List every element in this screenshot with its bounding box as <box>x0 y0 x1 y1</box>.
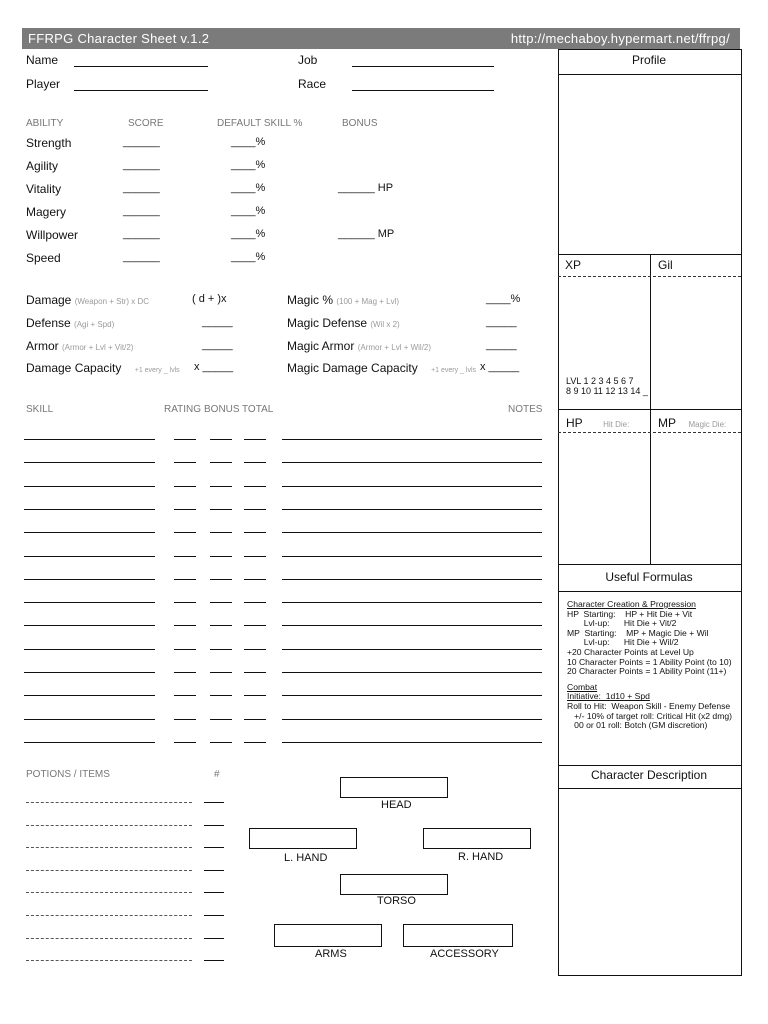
skill-total-field[interactable] <box>244 532 266 533</box>
item-count-field[interactable] <box>204 938 224 939</box>
magic-armor-label: Magic Armor <box>287 339 355 353</box>
magic-pct-value[interactable]: ____% <box>486 293 521 305</box>
profile-divider <box>558 74 741 75</box>
job-field[interactable] <box>352 66 494 67</box>
formulas-list <box>567 600 732 731</box>
skill-rating-field[interactable] <box>174 719 196 720</box>
magic-def-value[interactable]: _____ <box>486 316 517 328</box>
skill-name-field[interactable] <box>24 486 155 487</box>
description-divider <box>558 788 741 789</box>
formula-line: 10 Character Points = 1 Ability Point (to 10) <box>567 656 732 667</box>
description-title: Character Description <box>590 768 708 782</box>
race-label: Race <box>298 77 327 91</box>
skill-name-field[interactable] <box>24 742 155 743</box>
skill-bonus-field[interactable] <box>210 579 232 580</box>
skill-notes-field[interactable] <box>282 486 542 487</box>
defense-formula: (Agi + Spd) <box>74 320 115 329</box>
item-count-field[interactable] <box>204 870 224 871</box>
skill-total-field[interactable] <box>244 509 266 510</box>
skill-notes-field[interactable] <box>282 556 542 557</box>
total-header: TOTAL <box>242 404 274 415</box>
item-count-field[interactable] <box>204 915 224 916</box>
formula-line: Lvl-up: Hit Die + Vit/2 <box>567 618 677 629</box>
sheet-title: FFRPG Character Sheet v.1.2 <box>28 31 210 46</box>
skill-rating-field[interactable] <box>174 532 196 533</box>
skill-rating-field[interactable] <box>174 695 196 696</box>
skill-name-field[interactable] <box>24 532 155 533</box>
magic-def-formula: (Wil x 2) <box>370 320 400 329</box>
ability-name: Strength <box>26 136 72 150</box>
skill-rating-field[interactable] <box>174 649 196 650</box>
lvl-line-2: 8 9 10 11 12 13 14 _ <box>566 386 648 396</box>
ability-default-pct-field[interactable]: ____% <box>231 251 266 263</box>
skill-total-field[interactable] <box>244 625 266 626</box>
formula-line: +20 Character Points at Level Up <box>567 646 694 657</box>
bonus-header: BONUS <box>342 118 378 129</box>
ability-score-field[interactable]: ______ <box>123 136 160 148</box>
player-label: Player <box>26 77 61 91</box>
torso-label: TORSO <box>377 895 416 907</box>
ability-header: ABILITY <box>26 118 64 129</box>
damage-value[interactable]: ( d + )x <box>192 293 227 305</box>
left-hand-slot[interactable] <box>249 828 357 849</box>
skill-notes-field[interactable] <box>282 509 542 510</box>
ability-default-pct-field[interactable]: ____% <box>231 136 266 148</box>
dc-label: Damage Capacity <box>26 361 122 375</box>
skill-name-field[interactable] <box>24 672 155 673</box>
skill-notes-field[interactable] <box>282 532 542 533</box>
mp-label: MP <box>658 416 676 430</box>
skill-rating-field[interactable] <box>174 439 196 440</box>
item-name-field[interactable] <box>26 938 192 939</box>
head-label: HEAD <box>381 799 412 811</box>
ability-default-pct-field[interactable]: ____% <box>231 159 266 171</box>
skill-bonus-field[interactable] <box>210 509 232 510</box>
skill-rating-field[interactable] <box>174 672 196 673</box>
right-hand-label: R. HAND <box>458 851 504 863</box>
skill-bonus-field[interactable] <box>210 462 232 463</box>
items-header: POTIONS / ITEMS <box>26 769 110 780</box>
skill-total-field[interactable] <box>244 649 266 650</box>
magic-die-label: Magic Die: <box>688 420 727 429</box>
ability-default-pct-field[interactable]: ____% <box>231 205 266 217</box>
skill-notes-field[interactable] <box>282 695 542 696</box>
skill-bonus-field[interactable] <box>210 486 232 487</box>
item-name-field[interactable] <box>26 847 192 848</box>
armor-label: Armor <box>26 339 59 353</box>
job-label: Job <box>298 53 318 67</box>
notes-header: NOTES <box>508 404 543 415</box>
ability-name: Magery <box>26 205 67 219</box>
accessory-slot[interactable] <box>403 924 513 947</box>
skill-total-field[interactable] <box>244 439 266 440</box>
defense-label: Defense <box>26 316 71 330</box>
skill-total-field[interactable] <box>244 579 266 580</box>
skill-name-field[interactable] <box>24 625 155 626</box>
defense-value[interactable]: _____ <box>202 316 233 328</box>
formula-line: MP Starting: MP + Magic Die + Wil <box>567 627 709 638</box>
item-name-field[interactable] <box>26 825 192 826</box>
skill-name-field[interactable] <box>24 462 155 463</box>
name-label: Name <box>26 53 59 67</box>
ability-score-field[interactable]: ______ <box>123 251 160 263</box>
hp-label: HP <box>566 416 583 430</box>
defense-row <box>26 316 114 330</box>
skill-bonus-field[interactable] <box>210 695 232 696</box>
damage-row <box>26 293 149 307</box>
mdc-label: Magic Damage Capacity <box>287 361 418 375</box>
item-count-field[interactable] <box>204 892 224 893</box>
head-slot[interactable] <box>340 777 448 798</box>
item-count-field[interactable] <box>204 802 224 803</box>
skill-name-field[interactable] <box>24 509 155 510</box>
damage-formula: (Weapon + Str) x DC <box>74 297 150 306</box>
skill-total-field[interactable] <box>244 556 266 557</box>
armor-value[interactable]: _____ <box>202 339 233 351</box>
formula-line: Roll to Hit: Weapon Skill - Enemy Defense <box>567 700 731 711</box>
skill-notes-field[interactable] <box>282 672 542 673</box>
armor-row <box>26 339 133 353</box>
item-name-field[interactable] <box>26 960 192 961</box>
arms-label: ARMS <box>315 948 347 960</box>
skill-bonus-field[interactable] <box>210 742 232 743</box>
formula-line: +/- 10% of target roll: Critical Hit (x2 dmg) <box>567 710 733 721</box>
item-count-field[interactable] <box>204 960 224 961</box>
skill-total-field[interactable] <box>244 486 266 487</box>
damage-label: Damage <box>26 293 72 307</box>
item-name-field[interactable] <box>26 802 192 803</box>
ability-score-field[interactable]: ______ <box>123 228 160 240</box>
skill-rating-field[interactable] <box>174 509 196 510</box>
mdc-formula: +1 every _ lvls <box>431 367 477 374</box>
skill-notes-field[interactable] <box>282 649 542 650</box>
dc-row <box>26 361 180 375</box>
magic-def-label: Magic Defense <box>287 316 368 330</box>
ability-name: Willpower <box>26 228 79 242</box>
skill-bonus-field[interactable] <box>210 602 232 603</box>
item-count-field[interactable] <box>204 825 224 826</box>
name-field[interactable] <box>74 66 208 67</box>
skill-bonus-header: BONUS <box>204 404 240 415</box>
formula-line: Combat <box>567 681 598 692</box>
mdc-row <box>287 361 476 375</box>
items-count-header: # <box>214 769 220 780</box>
profile-title: Profile <box>631 53 666 67</box>
skill-name-field[interactable] <box>24 579 155 580</box>
magic-armor-formula: (Armor + Lvl + Wil/2) <box>357 343 432 352</box>
skill-bonus-field[interactable] <box>210 439 232 440</box>
skill-bonus-field[interactable] <box>210 672 232 673</box>
skill-bonus-field[interactable] <box>210 556 232 557</box>
skill-name-field[interactable] <box>24 439 155 440</box>
left-hand-label: L. HAND <box>284 852 328 864</box>
armor-formula: (Armor + Lvl + Vit/2) <box>62 343 134 352</box>
formula-line: 20 Character Points = 1 Ability Point (11+) <box>567 666 727 677</box>
skill-rating-field[interactable] <box>174 462 196 463</box>
formulas-top-divider <box>558 564 741 565</box>
skill-notes-field[interactable] <box>282 462 542 463</box>
skill-rating-field[interactable] <box>174 556 196 557</box>
skill-notes-field[interactable] <box>282 719 542 720</box>
hit-die-label: Hit Die: <box>603 420 630 429</box>
formulas-title: Useful Formulas <box>605 570 693 584</box>
skill-total-field[interactable] <box>244 672 266 673</box>
hp-row <box>566 414 629 432</box>
ability-name: Vitality <box>26 182 62 196</box>
item-count-field[interactable] <box>204 847 224 848</box>
formula-line: HP Starting: HP + Hit Die + Vit <box>567 608 693 619</box>
ability-score-field[interactable]: ______ <box>123 159 160 171</box>
race-field[interactable] <box>352 90 494 91</box>
formula-line: Character Creation & Progression <box>567 599 696 609</box>
mdc-value[interactable]: x _____ <box>480 361 520 373</box>
torso-slot[interactable] <box>340 874 448 895</box>
skill-rating-field[interactable] <box>174 579 196 580</box>
skill-total-field[interactable] <box>244 695 266 696</box>
ability-score-field[interactable]: ______ <box>123 182 160 194</box>
skill-bonus-field[interactable] <box>210 649 232 650</box>
item-name-field[interactable] <box>26 892 192 893</box>
skill-name-field[interactable] <box>24 719 155 720</box>
skill-rating-field[interactable] <box>174 625 196 626</box>
skill-total-field[interactable] <box>244 742 266 743</box>
title-bar <box>22 28 740 49</box>
skill-header: SKILL <box>26 404 54 415</box>
right-hand-slot[interactable] <box>423 828 531 849</box>
formula-line: Initiative: 1d10 + Spd <box>567 691 650 702</box>
magic-def-row <box>287 316 400 330</box>
hp-dash <box>558 432 741 433</box>
dc-formula: +1 every _ lvls <box>134 367 180 374</box>
skill-total-field[interactable] <box>244 719 266 720</box>
rating-header: RATING <box>164 404 202 415</box>
sheet-url[interactable]: http://mechaboy.hypermart.net/ffrpg/ <box>510 31 730 46</box>
skill-name-field[interactable] <box>24 602 155 603</box>
skill-rating-field[interactable] <box>174 486 196 487</box>
skill-rating-field[interactable] <box>174 742 196 743</box>
xp-dash <box>558 276 741 277</box>
skill-notes-field[interactable] <box>282 439 542 440</box>
arms-slot[interactable] <box>274 924 382 947</box>
skill-name-field[interactable] <box>24 556 155 557</box>
gil-label: Gil <box>658 258 673 272</box>
magic-pct-row <box>287 293 399 307</box>
default-skill-header: DEFAULT SKILL % <box>217 118 303 129</box>
formula-line: Lvl-up: Hit Die + Wil/2 <box>567 637 679 648</box>
skill-rating-field[interactable] <box>174 602 196 603</box>
magic-pct-label: Magic % <box>287 293 334 307</box>
ability-bonus-field[interactable]: ______ MP <box>338 228 395 240</box>
ability-bonus-field[interactable]: ______ HP <box>338 182 394 194</box>
skill-notes-field[interactable] <box>282 579 542 580</box>
ability-name: Speed <box>26 251 61 265</box>
description-top-divider <box>558 765 741 766</box>
magic-armor-value[interactable]: _____ <box>486 339 517 351</box>
formula-line: 00 or 01 roll: Botch (GM discretion) <box>567 720 708 731</box>
skill-bonus-field[interactable] <box>210 625 232 626</box>
ability-default-pct-field[interactable]: ____% <box>231 228 266 240</box>
item-name-field[interactable] <box>26 915 192 916</box>
skill-notes-field[interactable] <box>282 742 542 743</box>
skill-bonus-field[interactable] <box>210 719 232 720</box>
hp-top-divider <box>558 409 741 410</box>
xp-label: XP <box>565 258 582 272</box>
skill-bonus-field[interactable] <box>210 532 232 533</box>
ability-default-pct-field[interactable]: ____% <box>231 182 266 194</box>
ability-name: Agility <box>26 159 59 173</box>
item-name-field[interactable] <box>26 870 192 871</box>
skill-total-field[interactable] <box>244 462 266 463</box>
lvl-line-1: LVL 1 2 3 4 5 6 7 <box>566 376 634 386</box>
skill-total-field[interactable] <box>244 602 266 603</box>
player-field[interactable] <box>74 90 208 91</box>
skill-notes-field[interactable] <box>282 625 542 626</box>
skill-name-field[interactable] <box>24 695 155 696</box>
mp-row <box>658 414 726 432</box>
score-header: SCORE <box>128 118 164 129</box>
accessory-label: ACCESSORY <box>430 948 499 960</box>
dc-value[interactable]: x _____ <box>194 361 234 373</box>
magic-pct-formula: (100 + Mag + Lvl) <box>336 297 400 306</box>
magic-armor-row <box>287 339 431 353</box>
ability-score-field[interactable]: ______ <box>123 205 160 217</box>
skill-notes-field[interactable] <box>282 602 542 603</box>
skill-name-field[interactable] <box>24 649 155 650</box>
formulas-divider <box>558 591 741 592</box>
